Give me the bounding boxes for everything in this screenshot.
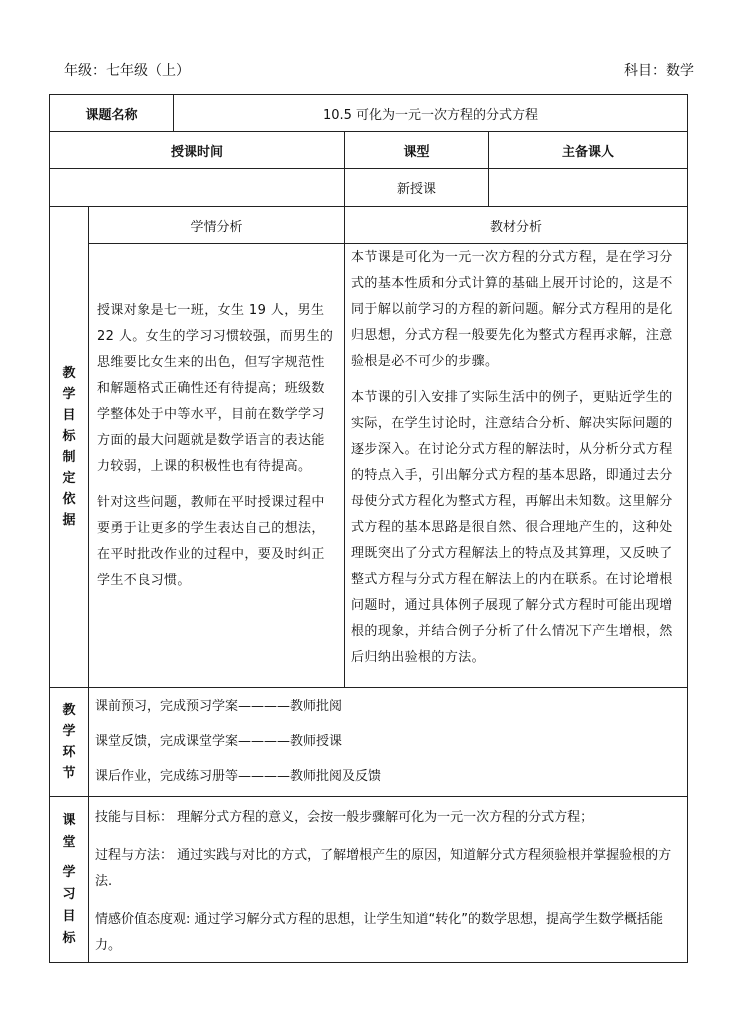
- material-analysis-header: 教材分析: [345, 207, 688, 244]
- course-name-row: [50, 95, 688, 132]
- goal-item: 过程与方法： 通过实践与对比的方式，了解增根产生的原因，知道解分式方程须验根并掌握验根的方法.: [95, 848, 672, 889]
- goals-row: [50, 797, 688, 963]
- basis-vertical-label: 教 学 目 标 制 定 依 据: [50, 207, 89, 688]
- material-paragraph: 本节课的引入安排了实际生活中的例子，更贴近学生的实际，在学生讨论时，注意结合分析、解决实际问题的逐步深入。在讨论分式方程的解法时，从分析分式方程的特点入手，引出解分式方程的基本思路，即通过去分母使分式方程化为整式方程，再解出未知数。这里解分式方程的基本思路是很自然、很合理地产生的，这种处理既突出了分式方程解法上的特点及其算理，又反映了整式方程与分式方程在解法上的内在联系。在讨论增根问题时，通过具体例子展现了解分式方程时可能出现增根的现象，并结合例子分析了什么情况下产生增根，然后归纳出验根的方法。: [351, 390, 673, 665]
- process-vertical-label: 教 学 环 节: [50, 688, 89, 797]
- subject-label: 科目：数学: [624, 63, 694, 79]
- lesson-type-label: 课型: [345, 132, 489, 169]
- process-item: 课堂反馈，完成课堂学案————教师授课: [95, 734, 343, 749]
- goal-item: 技能与目标： 理解分式方程的意义，会按一般步骤解可化为一元一次方程的分式方程；: [95, 810, 594, 825]
- goals-body: [89, 797, 688, 963]
- lesson-plan-table: [49, 94, 688, 963]
- material-analysis-body: [345, 244, 688, 688]
- course-name-label: 课题名称: [50, 95, 174, 132]
- process-body: [89, 688, 688, 797]
- process-item: 课前预习，完成预习学案————教师批阅: [95, 699, 343, 714]
- process-item: 课后作业，完成练习册等————教师批阅及反馈: [95, 769, 382, 784]
- student-analysis-body: [89, 244, 345, 688]
- material-paragraph: 本节课是可化为一元一次方程的分式方程，是在学习分式的基本性质和分式计算的基础上展开讨论的，这是不同于解以前学习的方程的新问题。解分式方程用的是化归思想，分式方程一般要先化为整式方程再求解，注意验根是必不可少的步骤。: [351, 250, 673, 369]
- course-name-value: 10.5 可化为一元一次方程的分式方程: [174, 95, 688, 132]
- analysis-header-row: [50, 207, 688, 244]
- goal-item: 情感价值态度观: 通过学习解分式方程的思想，让学生知道“转化”的数学思想，提高学生数学概括能力。: [95, 912, 663, 953]
- schedule-header-row: [50, 132, 688, 169]
- student-paragraph: 授课对象是七一班，女生 19 人，男生 22 人。女生的学习习惯较强，而男生的思维要比女生来的出色，但写字规范性和解题格式正确性还有待提高；班级数学整体处于中等水平，目前在数学学习方面的最大问题就是数学语言的表达能力较弱，上课的积极性也有待提高。: [97, 303, 334, 474]
- lead-teacher-value: [489, 169, 688, 207]
- student-paragraph: 针对这些问题，教师在平时授课过程中要勇于让更多的学生表达自己的想法，在平时批改作业的过程中，要及时纠正学生不良习惯。: [97, 495, 325, 588]
- schedule-value-row: [50, 169, 688, 207]
- goals-vertical-label: 课 堂 学 习 目 标: [50, 797, 89, 963]
- lead-teacher-label: 主备课人: [489, 132, 688, 169]
- analysis-body-row: [50, 244, 688, 688]
- grade-label: 年级：七年级（上）: [64, 63, 190, 79]
- teaching-time-label: 授课时间: [50, 132, 345, 169]
- student-analysis-header: 学情分析: [89, 207, 345, 244]
- teaching-time-value: [50, 169, 345, 207]
- process-row: [50, 688, 688, 797]
- lesson-type-value: 新授课: [345, 169, 489, 207]
